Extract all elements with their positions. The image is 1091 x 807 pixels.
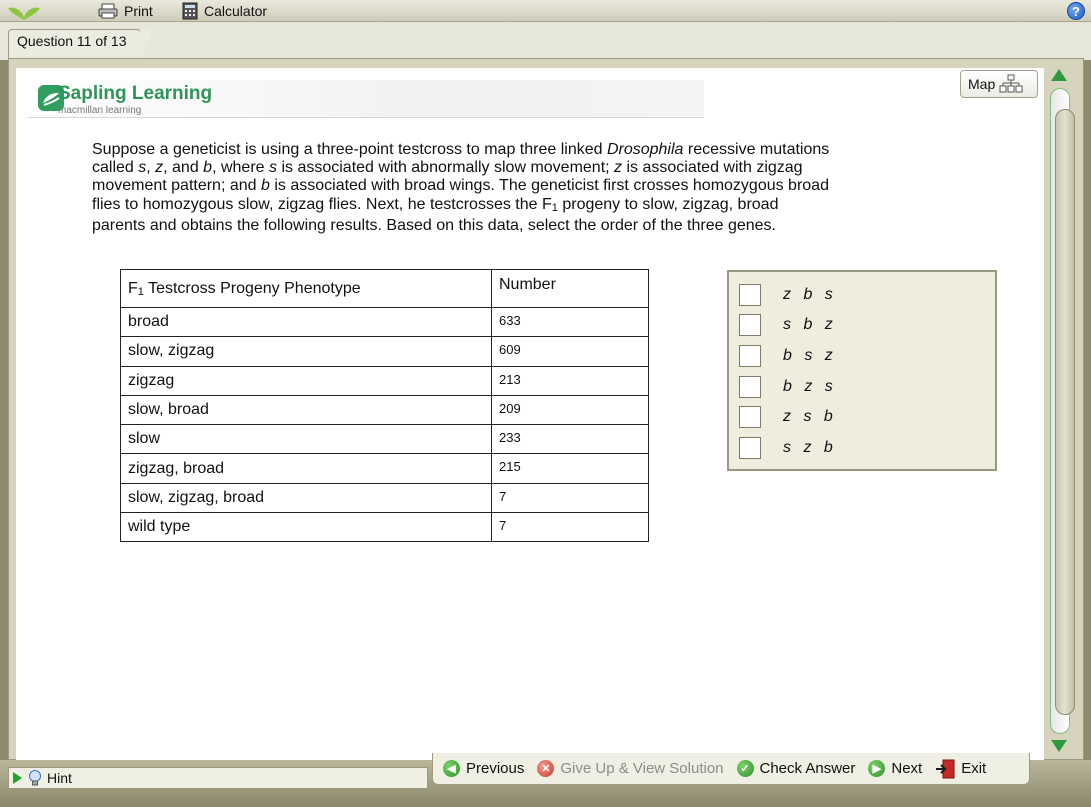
prompt-line-4 [92,196,972,214]
vertical-scrollbar[interactable] [1046,66,1076,760]
phenotype-cell: slow [121,425,492,454]
scroll-up-arrow-icon[interactable] [1051,69,1067,81]
lightbulb-icon [28,769,42,787]
prompt-text: is associated with zigzag [622,159,803,176]
tab-question-progress[interactable]: Question 11 of 13 [8,29,141,59]
question-prompt [92,141,972,235]
gene-b: b [260,177,270,194]
phenotype-cell: zigzag [121,366,492,395]
phenotype-cell: broad [121,308,492,337]
prompt-text: movement pattern; and [92,177,261,194]
print-button[interactable] [98,1,153,21]
choice-checkbox[interactable] [739,406,761,428]
brand-title: Sapling Learning [58,83,213,104]
next-arrow-icon: ▶ [868,760,885,777]
species-name: Drosophila [606,141,684,158]
scroll-down-arrow-icon[interactable] [1051,740,1067,752]
header-text: Testcross Progeny Phenotype [143,279,361,297]
choice-label: z s b [783,408,837,425]
header-phenotype [121,270,492,308]
exit-button[interactable] [935,759,986,779]
print-label: Print [124,3,153,19]
table-row [121,395,649,424]
prompt-text: recessive mutations [683,141,830,158]
gene-z: z [155,159,164,176]
prompt-text: , and [163,159,204,176]
table-row [121,454,649,483]
gene-b: b [203,159,213,176]
header-text: F [128,279,138,297]
table-header-row [121,270,649,308]
table-row [121,483,649,512]
prompt-text: is associated with abnormally slow movement; [277,159,615,176]
prompt-text: Suppose a geneticist is using a three-point testcross to map three linked [92,141,607,158]
choice-label: b s z [783,347,837,364]
choice-checkbox[interactable] [739,314,761,336]
hint-button[interactable] [8,767,428,789]
choice-checkbox[interactable] [739,376,761,398]
expand-arrow-icon [13,772,22,784]
number-cell: 7 [492,483,649,512]
check-answer-label: Check Answer [759,760,856,777]
prompt-text: progeny to slow, zigzag, broad [557,196,779,213]
previous-label: Previous [466,760,525,777]
choice-checkbox[interactable] [739,284,761,306]
printer-icon [98,3,118,19]
choice-option[interactable] [739,376,837,398]
prompt-text: , where [212,159,269,176]
prompt-line-5 [92,217,972,235]
help-button[interactable]: ? [1067,2,1085,20]
calculator-icon [182,2,198,20]
previous-arrow-icon: ◀ [443,760,460,777]
next-button[interactable] [868,760,922,777]
choice-label: b z s [783,378,837,395]
brand-subtitle: macmillan learning [58,105,142,116]
prompt-text: , [146,159,156,176]
choice-option[interactable] [739,406,837,428]
table-row [121,337,649,366]
calculator-label: Calculator [204,3,268,19]
phenotype-cell: slow, broad [121,395,492,424]
prompt-text: is associated with broad wings. The geneticist first crosses homozygous broad [269,177,829,194]
navigation-bar [432,753,1030,785]
gene-s: s [269,159,277,176]
number-cell: 633 [492,308,649,337]
number-cell: 209 [492,395,649,424]
table-row [121,366,649,395]
prompt-line-3 [92,177,972,195]
table-row [121,513,649,542]
choice-option[interactable] [739,345,837,367]
calculator-button[interactable] [182,1,267,21]
prompt-text: parents and obtains the following results. Based on this data, select the order of the three genes. [92,217,776,234]
previous-button[interactable] [443,760,524,777]
gene-z: z [614,159,623,176]
phenotype-cell: wild type [121,513,492,542]
f1-subscript: 1 [137,285,144,298]
prompt-text: flies to homozygous slow, zigzag flies. Next, he testcrosses the F [92,196,552,213]
number-cell: 215 [492,454,649,483]
choice-checkbox[interactable] [739,437,761,459]
gene-s: s [138,159,147,176]
phenotype-cell: slow, zigzag [121,337,492,366]
choice-option[interactable] [739,437,837,459]
top-toolbar [0,0,1091,22]
phenotype-cell: slow, zigzag, broad [121,483,492,512]
header-number: Number [492,270,649,308]
prompt-text: called [92,159,139,176]
sitemap-icon [999,74,1023,94]
number-cell: 213 [492,366,649,395]
give-up-button[interactable] [537,760,723,777]
check-answer-button[interactable] [737,760,856,777]
gene-order-choices [727,270,997,471]
prompt-line-1 [92,141,972,159]
scroll-thumb[interactable] [1055,109,1075,715]
number-cell: 233 [492,425,649,454]
sapling-leaf-icon [6,0,42,20]
choice-checkbox[interactable] [739,345,761,367]
next-label: Next [891,760,923,777]
number-cell: 609 [492,337,649,366]
map-button[interactable] [960,70,1038,98]
table-row [121,425,649,454]
exit-door-icon [935,759,955,779]
exit-label: Exit [961,760,987,777]
check-icon: ✓ [737,760,754,777]
scroll-track[interactable] [1050,88,1070,734]
table-row [121,308,649,337]
choice-label: s z b [783,439,837,456]
choice-option[interactable] [739,314,837,336]
number-cell: 7 [492,513,649,542]
choice-label: s b z [783,316,837,333]
choice-option[interactable] [739,284,837,306]
tab-strip [0,22,1091,60]
give-up-label: Give Up & View Solution [560,760,724,777]
map-label: Map [968,76,996,92]
f1-subscript: 1 [551,202,558,214]
prompt-line-2 [92,159,972,177]
phenotype-cell: zigzag, broad [121,454,492,483]
choice-label: z b s [783,286,837,303]
cancel-icon: ✕ [537,760,554,777]
hint-label: Hint [47,770,72,786]
testcross-table [120,269,649,542]
